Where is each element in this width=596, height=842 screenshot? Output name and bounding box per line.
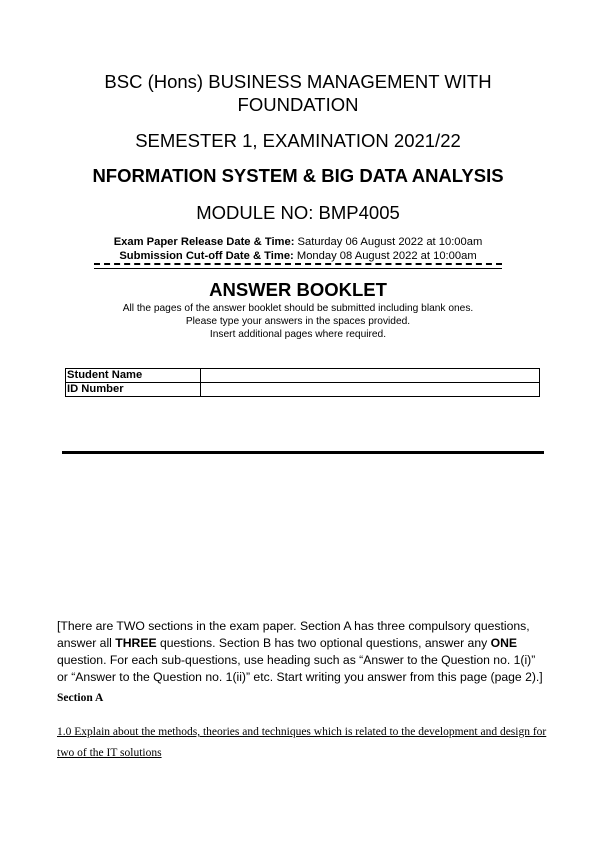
cutoff-date-value: Monday 08 August 2022 at 10:00am	[293, 250, 477, 262]
question-1: 1.0 Explain about the methods, theories and techniques which is related to the development and design for two of the IT solutions	[57, 726, 547, 759]
section-a-heading: Section A	[57, 692, 104, 704]
cutoff-date-label: Submission Cut-off Date & Time:	[119, 250, 294, 262]
instructions-text-2: questions. Section B has two optional questions, answer any	[156, 636, 491, 650]
id-number-field[interactable]	[201, 383, 540, 397]
module-title: NFORMATION SYSTEM & BIG DATA ANALYSIS	[92, 165, 504, 186]
booklet-instruction-3: Insert additional pages where required.	[209, 329, 387, 340]
release-date-label: Exam Paper Release Date & Time:	[113, 236, 295, 248]
exam-instructions	[57, 618, 547, 686]
table-row	[66, 369, 540, 383]
horizontal-rule	[62, 451, 544, 454]
student-info-table	[65, 368, 540, 397]
id-number-label: ID Number	[66, 383, 201, 397]
dashed-separator	[94, 263, 502, 265]
release-date-line	[0, 235, 596, 249]
student-name-label: Student Name	[66, 369, 201, 383]
cutoff-date-line	[0, 249, 596, 263]
programme-title	[0, 70, 596, 116]
student-name-field[interactable]	[201, 369, 540, 383]
semester-title: SEMESTER 1, EXAMINATION 2021/22	[135, 130, 461, 151]
answer-booklet-heading: ANSWER BOOKLET	[209, 279, 387, 300]
release-date-value: Saturday 06 August 2022 at 10:00am	[294, 236, 483, 248]
table-row	[66, 383, 540, 397]
instructions-emphasis-three: THREE	[115, 636, 157, 650]
programme-title-line2: FOUNDATION	[237, 94, 359, 115]
booklet-instructions	[0, 302, 596, 341]
instructions-emphasis-one: ONE	[490, 636, 518, 650]
instructions-text-3: question. For each sub-questions, use heading such as “Answer to the Question no. 1(i)” or “Answer to the Question no. 1(ii)” etc. Start writing you answer from this page (page 2).]	[57, 653, 543, 684]
programme-title-line1: BSC (Hons) BUSINESS MANAGEMENT WITH	[104, 71, 492, 92]
exam-dates	[0, 235, 596, 263]
booklet-instruction-2: Please type your answers in the spaces provided.	[185, 316, 411, 327]
instructions-text-1: [There are TWO sections in the exam paper. Section A has three compulsory questions, answer all	[57, 619, 530, 650]
booklet-instruction-1: All the pages of the answer booklet should be submitted including blank ones.	[122, 303, 474, 314]
module-number: MODULE NO: BMP4005	[196, 202, 400, 223]
separator-underline	[94, 268, 502, 269]
